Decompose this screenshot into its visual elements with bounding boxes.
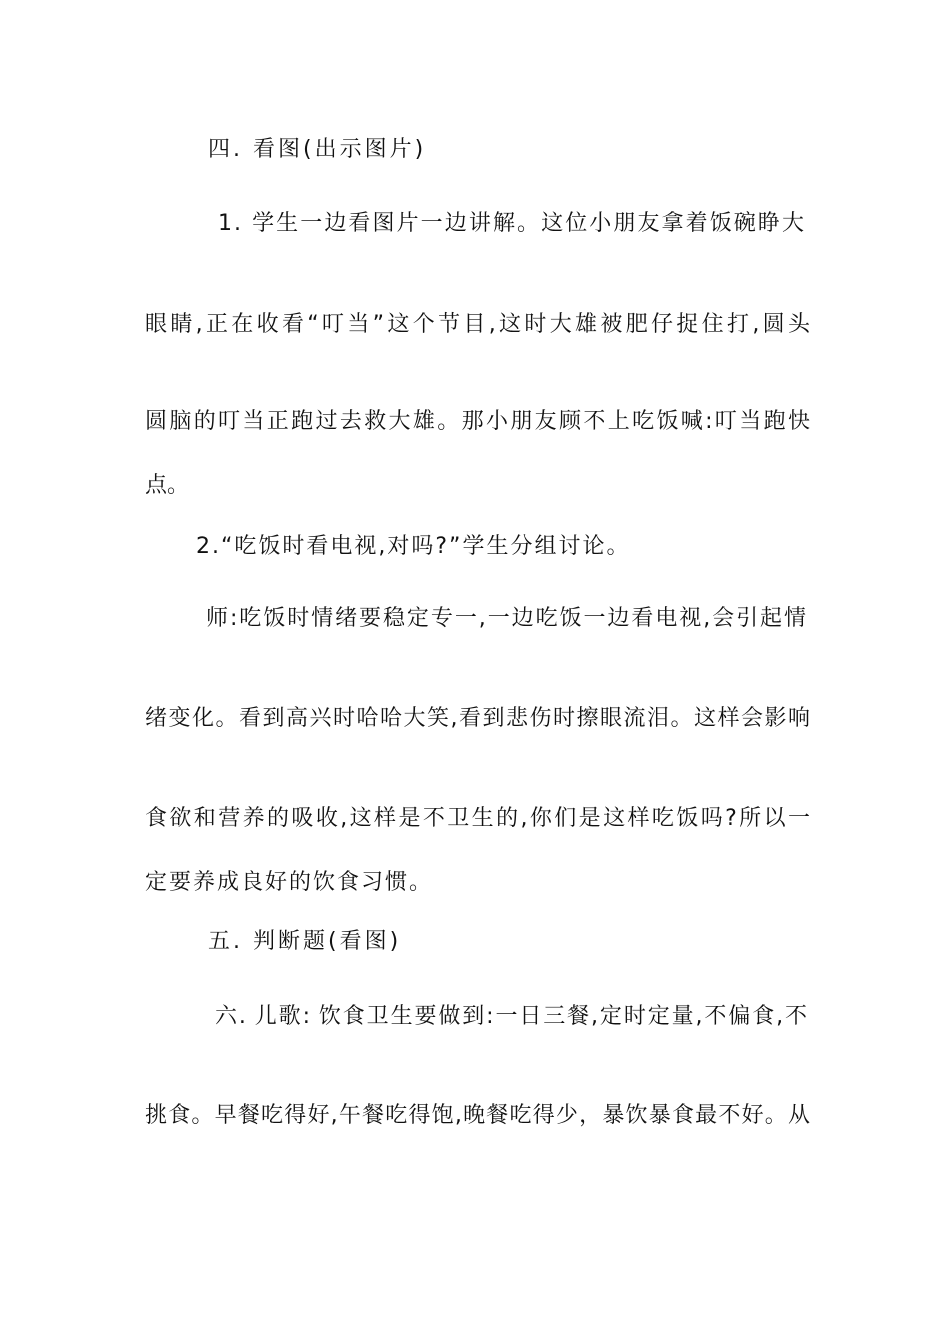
paragraph-line: 1. 学生一边看图片一边讲解。这位小朋友拿着饭碗睁大 — [218, 211, 806, 236]
paragraph-line: 定要养成良好的饮食习惯。 — [145, 870, 434, 895]
paragraph-line: 眼睛,正在收看“叮当”这个节目,这时大雄被肥仔捉住打,圆头 — [145, 312, 810, 337]
paragraph-line: 绪变化。看到高兴时哈哈大笑,看到悲伤时擦眼流泪。这样会影响 — [145, 706, 810, 731]
paragraph-line: 六. 儿歌: 饮食卫生要做到:一日三餐,定时定量,不偏食,不 — [215, 1004, 807, 1029]
paragraph-line: 师:吃饭时情绪要稳定专一,一边吃饭一边看电视,会引起情 — [206, 606, 806, 631]
paragraph-line: 圆脑的叮当正跑过去救大雄。那小朋友顾不上吃饭喊:叮当跑快 — [145, 409, 810, 434]
paragraph-line: 挑食。早餐吃得好,午餐吃得饱,晚餐吃得少，暴饮暴食最不好。从 — [145, 1103, 810, 1128]
section-heading-4: 四. 看图(出示图片) — [208, 137, 427, 162]
paragraph-line: 点。 — [145, 473, 190, 498]
section-heading-5: 五. 判断题(看图) — [208, 929, 402, 954]
paragraph-line: 2.“吃饭时看电视,对吗?”学生分组讨论。 — [196, 534, 631, 559]
paragraph-line: 食欲和营养的吸收,这样是不卫生的,你们是这样吃饭吗?所以一 — [145, 806, 810, 831]
